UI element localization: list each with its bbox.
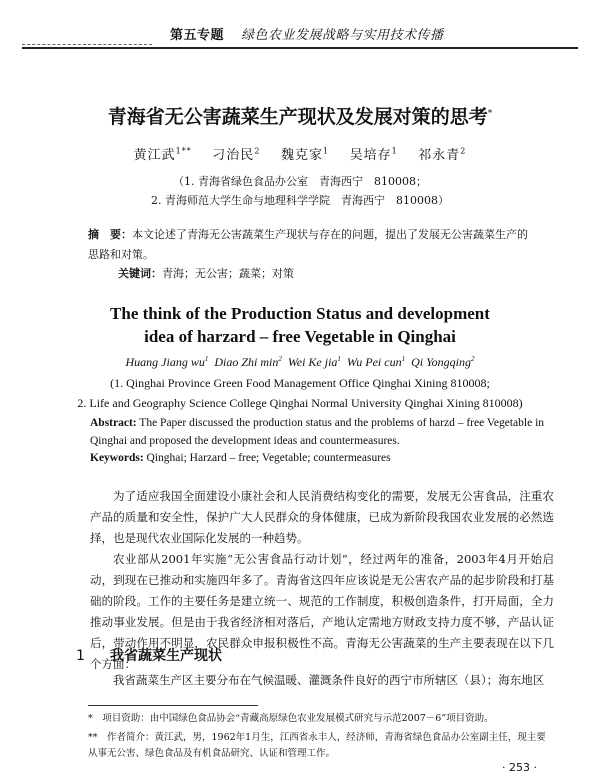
footnote-rule bbox=[88, 705, 258, 706]
keywords-en-label: Keywords: bbox=[90, 452, 144, 464]
keywords-cn-text: 青海；无公害；蔬菜；对策 bbox=[162, 267, 294, 280]
affiliation-cn-1: （1. 青海省绿色食品办公室 青海西宁 810008； bbox=[173, 175, 427, 188]
header-rule-dashed bbox=[22, 44, 152, 45]
running-header-theme: 绿色农业发展战略与实用技术传播 bbox=[241, 28, 444, 43]
body-paragraph-2: 农业部从2001年实施“无公害食品行动计划”，经过两年的准备，2003年4月开始启动，到现在已推动和实施四年多了。青海省这四年应该说是无公害农产品的起步阶段和打基础的阶段。工作的主要任务是建立统一、规范的工作制度，积极创造条件，打开局面，全力推动事业发展。但是由于我省经济相对落后，产地认定需地方财政支持力度不够，产品认证后，带动作用不明显，农民群众申报积极性不高。青海无公害蔬菜的生产主要表现在以下几个方面： bbox=[90, 552, 554, 671]
title-footnote-mark: * bbox=[487, 108, 493, 119]
author-cn: 刁治民$^2$ bbox=[212, 146, 261, 163]
author-cn: 吴培存$^1$ bbox=[349, 146, 398, 163]
author-cn: 祁永青$^2$ bbox=[418, 146, 467, 163]
body-paragraph-1: 为了适应我国全面建设小康社会和人民消费结构变化的需要，发展无公害食品，注重农产品的质量和安全性，保护广大人民群众的身体健康，已成为新阶段我国农业发展的必然选择，也是现代农业国际化发展的一种趋势。 bbox=[90, 489, 554, 545]
authors-en bbox=[0, 355, 600, 370]
abstract-en-text: The Paper discussed the production status and the problems of harzd – free Vegetable in Qinghai and proposed the development ideas and countermeasures. bbox=[90, 417, 545, 447]
affiliation-cn-2: 2. 青海师范大学生命与地理科学学院 青海西宁 810008） bbox=[151, 194, 449, 207]
paper-title-en-line-1: The think of the Production Status and development bbox=[110, 304, 490, 323]
section-title: 我省蔬菜生产现状 bbox=[110, 648, 222, 664]
footnote-author-bio: ** 作者简介：黄江武，男，1962年1月生，江西省永丰人，经济师，青海省绿色食品办公室副主任，现主要从事无公害、绿色食品及有机食品研究、认证和管理工作。 bbox=[88, 732, 546, 759]
header-rule bbox=[22, 47, 578, 49]
author-cn: 黄江武$^{1**}$ bbox=[133, 146, 192, 163]
abstract-en-label: Abstract: bbox=[90, 417, 137, 429]
paper-title-en-line-2: idea of harzard – free Vegetable in Qinghai bbox=[144, 327, 456, 346]
author-en: Wei Ke jia$^1$ bbox=[287, 355, 341, 369]
affiliation-en-1: (1. Qinghai Province Green Food Management Office Qinghai Xining 810008; bbox=[110, 376, 490, 390]
section-number: 1 bbox=[76, 648, 85, 664]
abstract-cn-text: 本文论述了青海无公害蔬菜生产现状与存在的问题，提出了发展无公害蔬菜生产的思路和对策。 bbox=[88, 228, 528, 261]
author-en: Qi Yongqing$^2$ bbox=[411, 355, 475, 369]
author-en: Wu Pei cun$^1$ bbox=[346, 355, 406, 369]
abstract-cn-label: 摘 要： bbox=[88, 228, 132, 241]
authors-cn bbox=[0, 144, 600, 163]
section-body-line: 我省蔬菜生产区主要分布在气候温暖、灌溉条件良好的西宁市所辖区（县）；海东地区 bbox=[113, 673, 545, 687]
author-en: Diao Zhi $\min^2$ bbox=[214, 355, 282, 369]
author-en: Huang Jiang $wu^1$ bbox=[125, 355, 209, 369]
keywords-cn-label: 关键词： bbox=[118, 267, 162, 280]
abstract-cn bbox=[88, 225, 528, 265]
paper-title-cn bbox=[0, 102, 600, 129]
keywords-en-text: Qinghai; Harzard – free; Vegetable; countermeasures bbox=[146, 452, 391, 464]
paper-title-cn-text: 青海省无公害蔬菜生产现状及发展对策的思考 bbox=[107, 106, 488, 128]
page-number: · 253 · bbox=[502, 761, 537, 774]
author-cn: 魏克家$^1$ bbox=[280, 146, 330, 163]
abstract-en bbox=[90, 414, 554, 450]
running-header bbox=[170, 24, 444, 43]
keywords-cn bbox=[118, 265, 294, 281]
affiliation-en-2: 2. Life and Geography Science College Qinghai Normal University Qinghai Xining 810008) bbox=[77, 396, 523, 410]
footnote-funding: * 项目资助：由中国绿色食品协会“青藏高原绿色农业发展模式研究与示范2007－6”项目资助。 bbox=[88, 713, 494, 724]
keywords-en bbox=[90, 452, 391, 464]
section-heading bbox=[76, 645, 222, 665]
running-header-title: 第五专题 bbox=[170, 28, 225, 43]
